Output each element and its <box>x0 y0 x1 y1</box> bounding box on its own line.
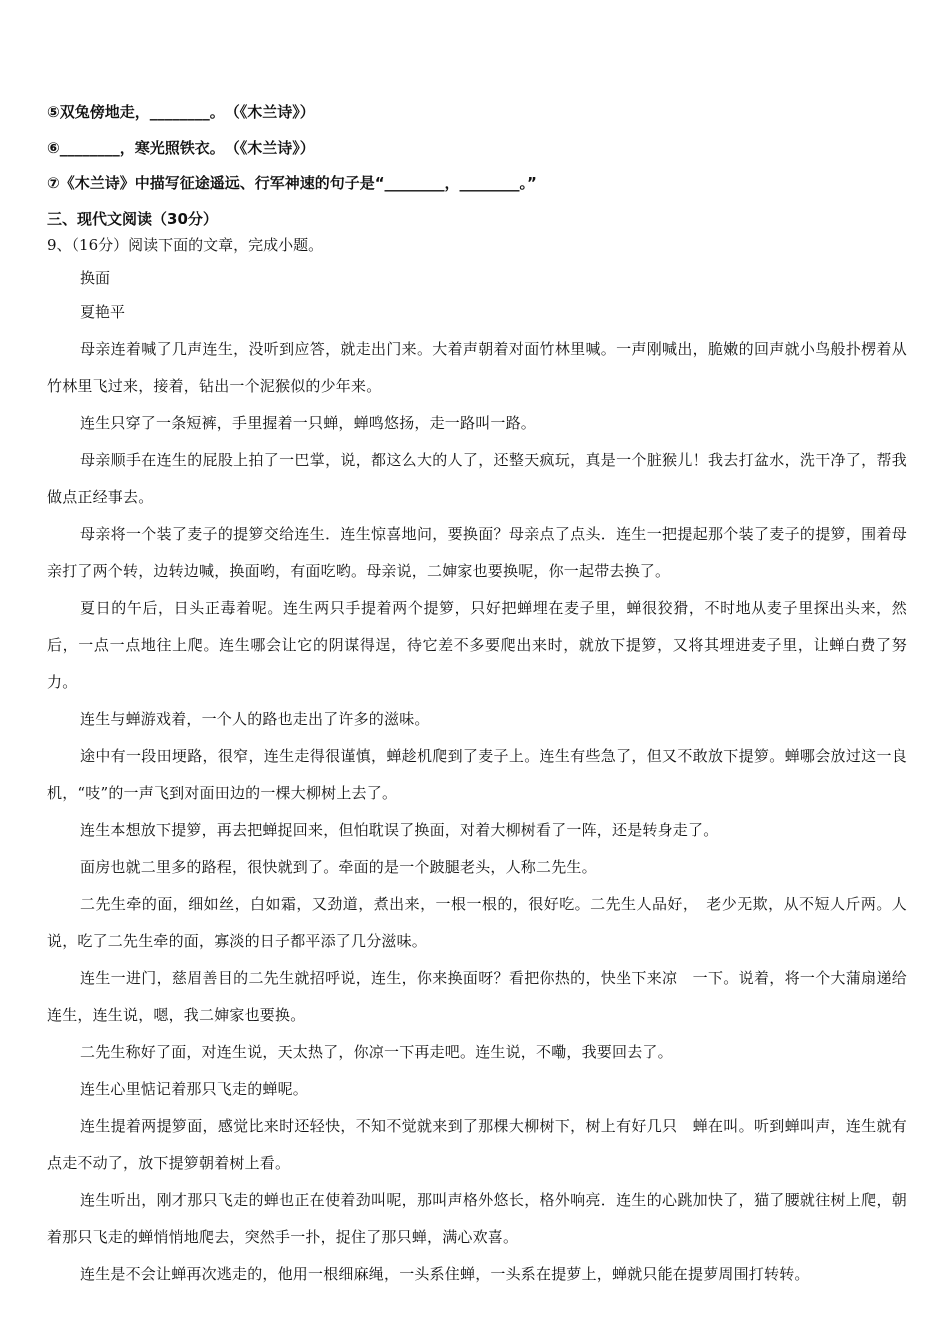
article-title: 换面 <box>80 269 111 287</box>
paragraph: 连生听出，刚才那只飞走的蝉也正在使着劲叫呢，那叫声格外悠长，格外响亮．连生的心跳加快了，猫了腰就往树上爬，朝着那只飞走的蝉悄悄地爬去，突然手一扑，捉住了那只蝉，满心欢喜。 <box>47 1191 907 1246</box>
fill-blank-7: ⑦《木兰诗》中描写征途遥远、行军神速的句子是“________，________。” <box>47 174 537 192</box>
paragraph: 夏日的午后，日头正毒着呢。连生两只手提着两个提箩，只好把蝉埋在麦子里，蝉很狡猾，不时地从麦子里探出头来，然后，一点一点地往上爬。连生哪会让它的阴谋得逞，待它差不多要爬出来时，就放下提箩，又将其埋进麦子里，让蝉白费了努力。 <box>47 599 907 691</box>
paragraph: 二先生称好了面，对连生说，天太热了，你凉一下再走吧。连生说，不嘞，我要回去了。 <box>80 1043 673 1061</box>
article-body <box>47 331 907 1293</box>
question-prompt: 9、（16分）阅读下面的文章，完成小题。 <box>47 236 324 254</box>
paragraph: 连生是不会让蝉再次逃走的，他用一根细麻绳，一头系住蝉，一头系在提萝上，蝉就只能在提萝周围打转转。 <box>80 1265 810 1283</box>
paragraph: 连生提着两提箩面，感觉比来时还轻快，不知不觉就来到了那棵大柳树下，树上有好几只 蝉在叫。听到蝉叫声，连生就有点走不动了，放下提箩朝着树上看。 <box>47 1117 907 1172</box>
paragraph: 母亲顺手在连生的屁股上拍了一巴掌，说，都这么大的人了，还整天疯玩，真是一个脏猴儿！我去打盆水，洗干净了，帮我做点正经事去。 <box>47 451 907 506</box>
paragraph: 连生一进门，慈眉善目的二先生就招呼说，连生，你来换面呀？看把你热的，快坐下来凉 一下。说着，将一个大蒲扇递给连生，连生说，嗯，我二婶家也要换。 <box>47 969 907 1024</box>
paragraph: 面房也就二里多的路程，很快就到了。牵面的是一个跛腿老头，人称二先生。 <box>80 858 597 876</box>
paragraph: 途中有一段田埂路，很窄，连生走得很谨慎，蝉趁机爬到了麦子上。连生有些急了，但又不敢放下提箩。蝉哪会放过这一良机，“吱”的一声飞到对面田边的一棵大柳树上去了。 <box>47 747 907 802</box>
paragraph: 连生心里惦记着那只飞走的蝉呢。 <box>80 1080 309 1098</box>
paragraph: 母亲连着喊了几声连生，没听到应答，就走出门来。大着声朝着对面竹林里喊。一声刚喊出，脆嫩的回声就小鸟般扑楞着从竹林里飞过来，接着，钻出一个泥猴似的少年来。 <box>47 340 907 395</box>
paragraph: 连生只穿了一条短裤，手里握着一只蝉，蝉鸣悠扬，走一路叫一路。 <box>80 414 537 432</box>
section-title: 三、现代文阅读（30分） <box>47 210 218 228</box>
paragraph: 二先生牵的面，细如丝，白如霜，又劲道，煮出来，一根一根的，很好吃。二先生人品好， 老少无欺，从不短人斤两。人说，吃了二先生牵的面，寡淡的日子都平添了几分滋味。 <box>47 895 907 950</box>
article-author: 夏艳平 <box>80 303 126 321</box>
paragraph: 母亲将一个装了麦子的提箩交给连生．连生惊喜地问，要换面？母亲点了点头．连生一把提起那个装了麦子的提箩，围着母亲打了两个转，边转边喊，换面哟，有面吃哟。母亲说，二婶家也要换呢，你一起带去换了。 <box>47 525 907 580</box>
paragraph: 连生本想放下提箩，再去把蝉捉回来，但怕耽误了换面，对着大柳树看了一阵，还是转身走了。 <box>80 821 719 839</box>
fill-blank-6: ⑥________，寒光照铁衣。 （《木兰诗》） <box>47 139 315 157</box>
fill-blank-5: ⑤双兔傍地走，________。 （《木兰诗》） <box>47 103 315 121</box>
paragraph: 连生与蝉游戏着，一个人的路也走出了许多的滋味。 <box>80 710 430 728</box>
